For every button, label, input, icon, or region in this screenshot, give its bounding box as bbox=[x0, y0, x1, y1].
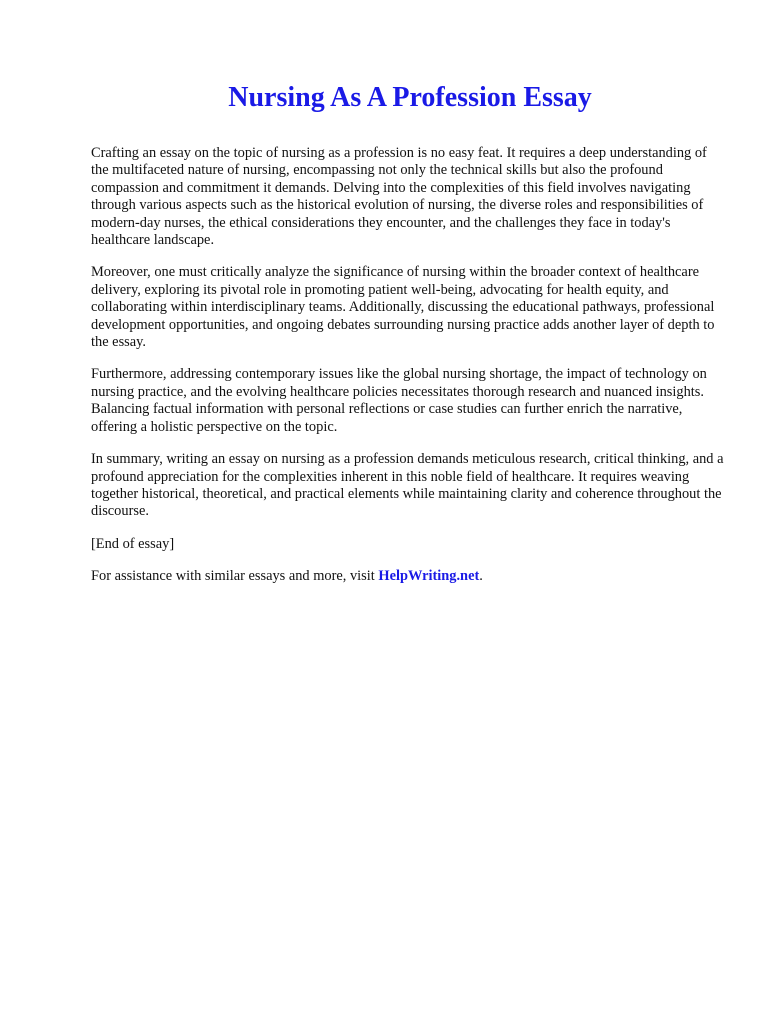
document-body bbox=[91, 145, 727, 601]
paragraph-issues: Furthermore, addressing contemporary issues like the global nursing shortage, the impact of technology on nursing practice, and the evolving healthcare policies necessitates thorough research and nuanced insights. Balancing factual information with personal reflections or case studies can further enrich the narrative, offering a holistic perspective on the topic. bbox=[91, 366, 707, 435]
footer-note bbox=[91, 568, 727, 585]
paragraph-context: Moreover, one must critically analyze the significance of nursing within the broader context of healthcare delivery, exploring its pivotal role in promoting patient well-being, advocating for health equity, and collaborating within interdisciplinary teams. Additionally, discussing the educational pathways, professional development opportunities, and ongoing debates surrounding nursing practice adds another layer of depth to the essay. bbox=[91, 264, 715, 351]
end-of-essay-marker: [End of essay] bbox=[91, 535, 175, 552]
footer-suffix: . bbox=[479, 568, 483, 585]
helpwriting-link[interactable]: HelpWriting.net bbox=[378, 568, 480, 585]
document-title: Nursing As A Profession Essay bbox=[228, 82, 592, 113]
paragraph-summary: In summary, writing an essay on nursing as a profession demands meticulous research, critical thinking, and a profound appreciation for the complexities inherent in this noble field of healthcare. It requires weaving together historical, theoretical, and practical elements while maintaining clarity and coherence throughout the discourse. bbox=[91, 451, 724, 520]
footer-prefix: For assistance with similar essays and more, visit bbox=[91, 568, 379, 585]
paragraph-intro: Crafting an essay on the topic of nursing as a profession is no easy feat. It requires a deep understanding of the multifaceted nature of nursing, encompassing not only the technical skills but also the profound compassion and commitment it demands. Delving into the complexities of this field involves navigating through various aspects such as the historical evolution of nursing, the diverse roles and responsibilities of modern-day nurses, the ethical considerations they encounter, and the challenges they face in today's healthcare landscape. bbox=[91, 145, 707, 249]
